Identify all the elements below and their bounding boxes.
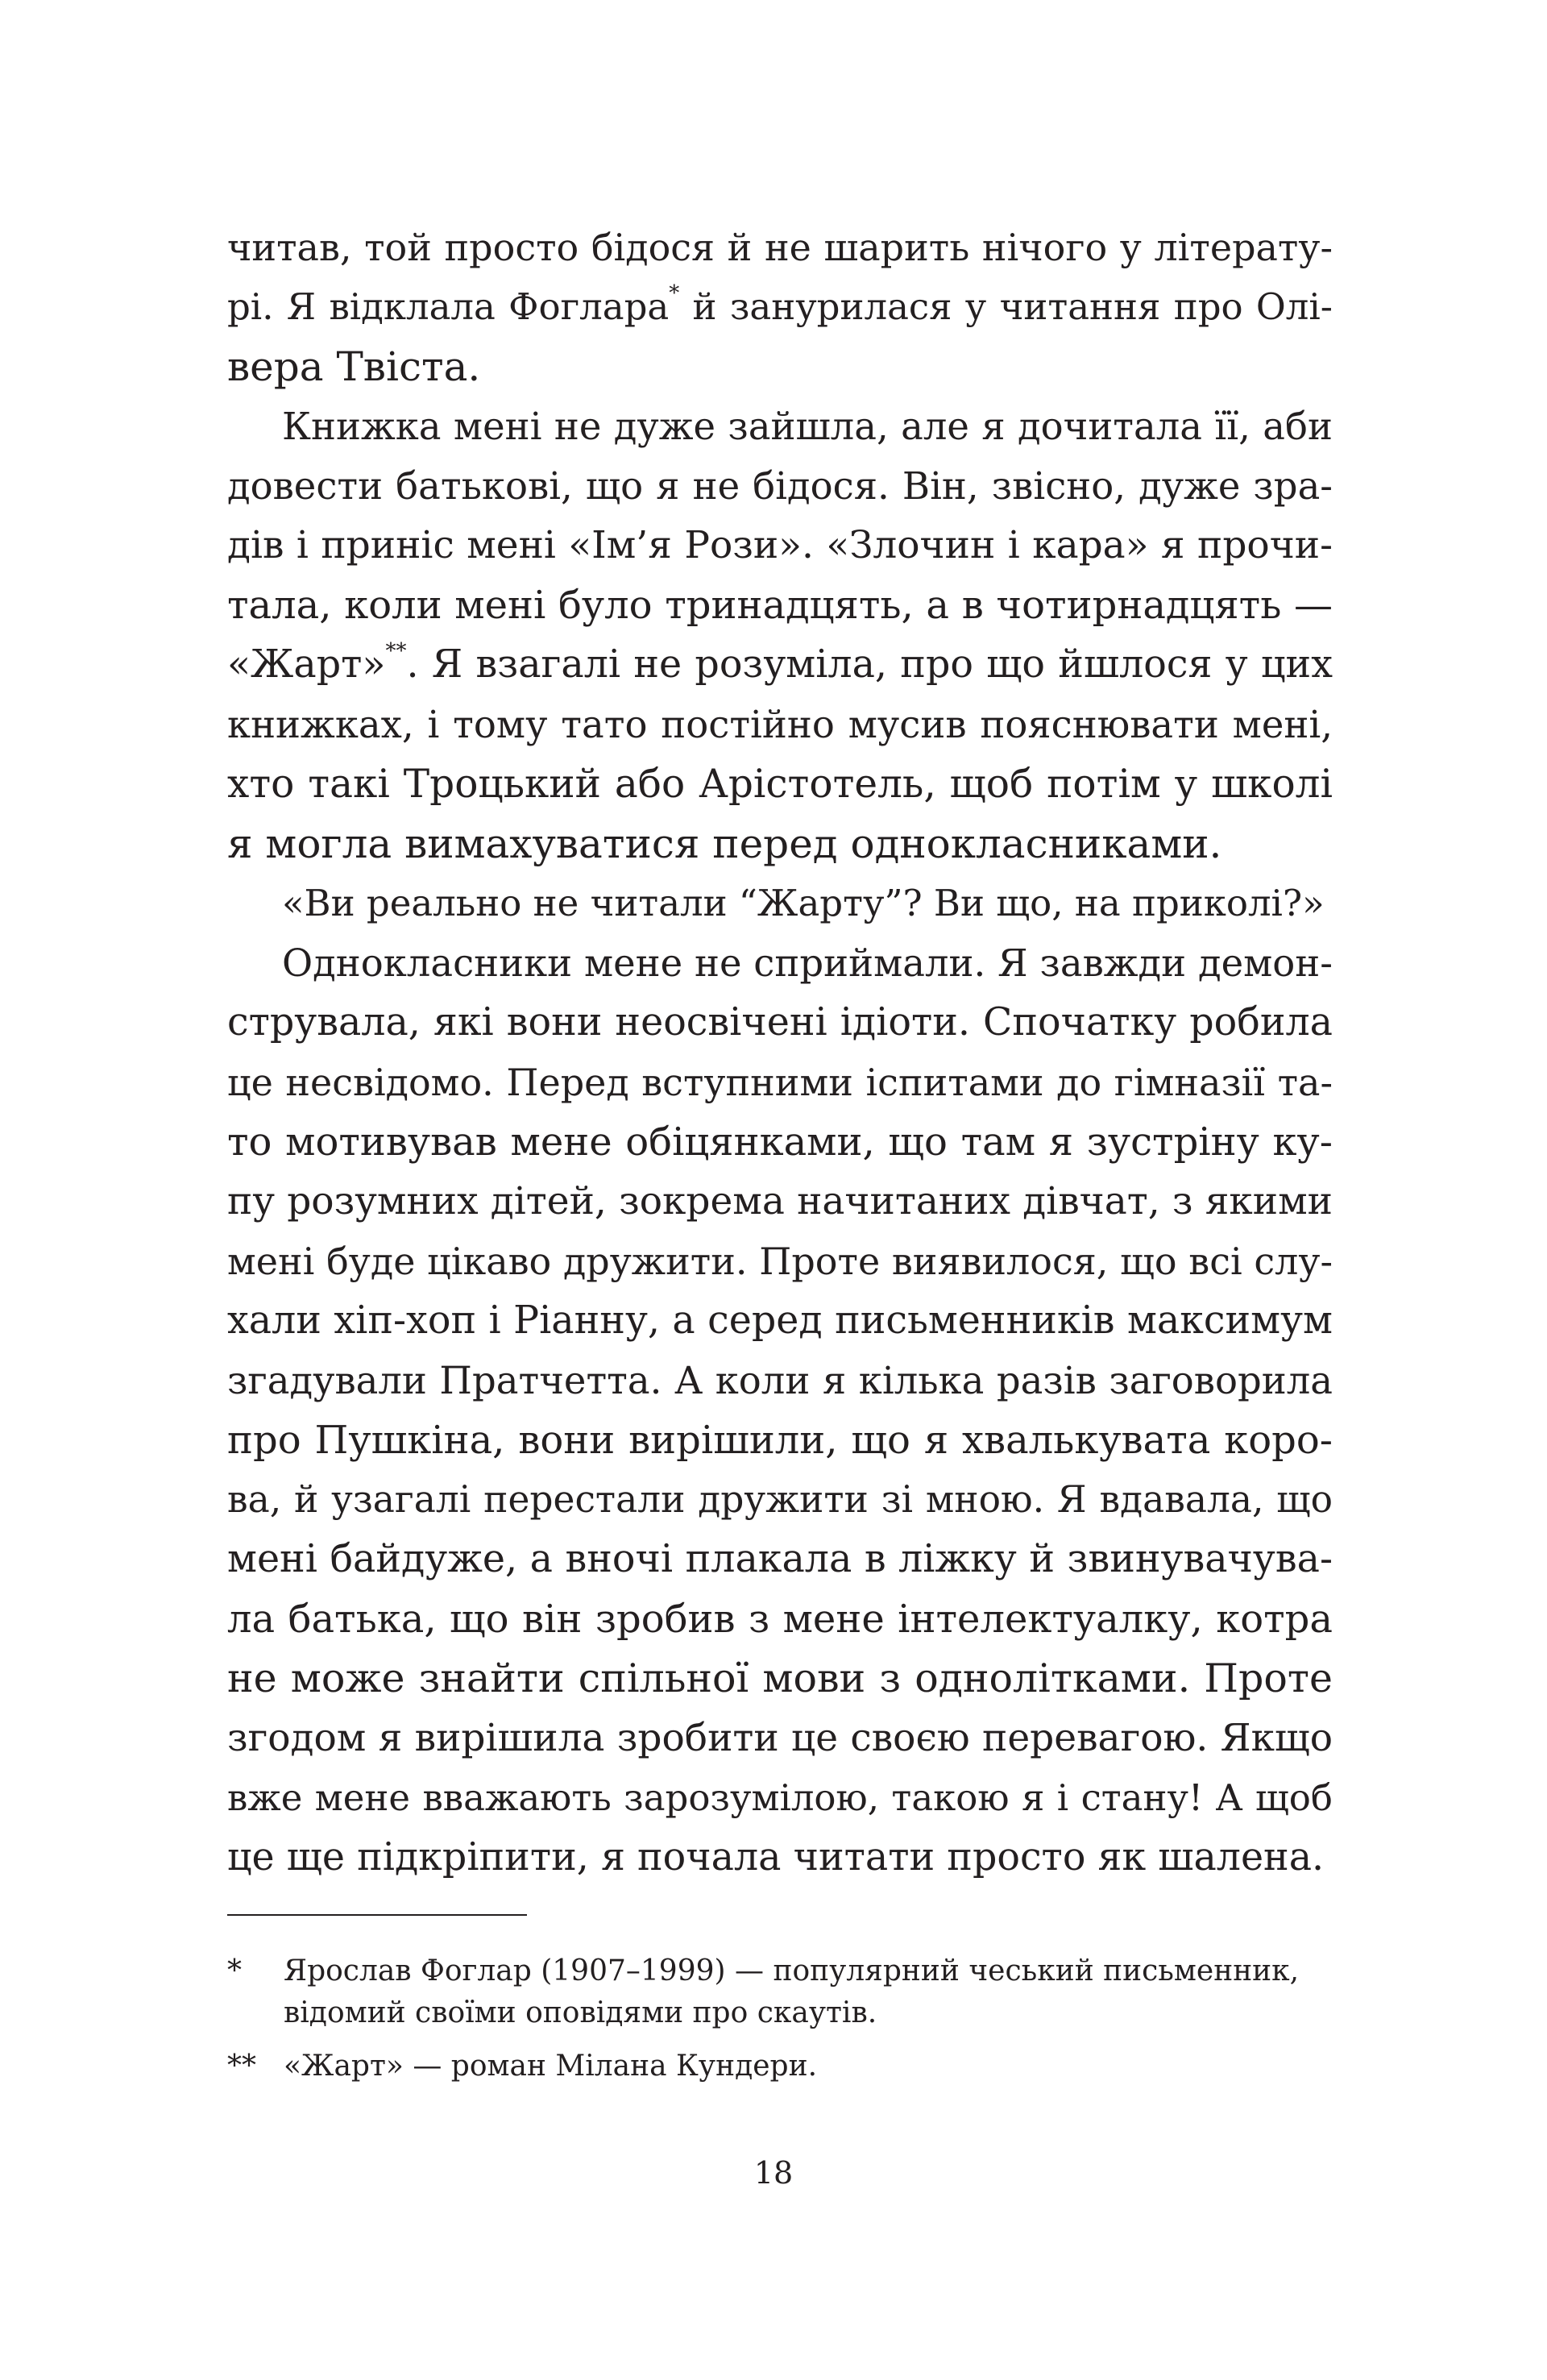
footnote-text [284,2046,1333,2087]
text-line: струвала, які вони неосвічені ідіоти. Спочатку робила [227,1000,1333,1045]
text-line: хали хіп-хоп і Ріанну, а серед письменників максимум [227,1298,1333,1343]
text-line: ва, й узагалі перестали дружити зі мною. Я вдавала, що [227,1478,1333,1521]
text-line: то мотивував мене обіцянками, що там я зустріну ку- [227,1119,1333,1165]
paragraph-start-line: Однокласники мене не сприймали. Я завжди демон- [282,941,1333,985]
footnote-marker: * [227,1954,242,1987]
text-line: тала, коли мені було тринадцять, а в чотирнадцять — [227,583,1333,628]
text-line: довести батькові, що я не бідося. Він, звісно, дуже зра- [227,464,1333,508]
footnote-divider [227,1914,527,1916]
text-fragment: й занурилася у читання про Олі- [679,285,1333,328]
dialogue-line: «Ви реально не читали “Жарту”? Ви що, на приколі?» [282,882,1325,924]
footnote-line: Ярослав Фоглар (1907–1999) — популярний чеський письменник, [284,1954,1300,1987]
text-line: мені байдуже, а вночі плакала в ліжку й звинувачува- [227,1537,1333,1581]
text-line: пу розумних дітей, зокрема начитаних дівчат, з якими [227,1179,1333,1223]
text-line: вже мене вважають зарозумілою, такою я і стану! А щоб [227,1776,1333,1819]
paragraph-end-line: це ще підкріпити, я почала читати просто як шалена. [227,1835,1325,1879]
text-line: хто такі Троцький або Арістотель, щоб потім у школі [227,762,1333,807]
text-line: не може знайти спільної мови з однолітками. Проте [227,1655,1333,1701]
text-line: книжках, і тому тато постійно мусив пояснювати мені, [227,703,1333,746]
text-line: дів і приніс мені «Ім’я Рози». «Злочин і кара» я прочи- [227,523,1333,567]
text-fragment: «Жарт» [227,642,386,687]
footnote-line: відомий своїми оповідями про скаутів. [284,1996,877,2029]
page-number: 18 [753,2155,794,2191]
paragraph-start-line: Книжка мені не дуже зайшла, але я дочитала її, аби [282,405,1333,448]
main-text [227,218,1333,1888]
footnote-reference-1: * [669,281,680,305]
paragraph-end-line: вера Твіста. [227,343,481,390]
text-line: згадували Пратчетта. А коли я кілька разів заговорила [227,1359,1333,1402]
text-line: про Пушкіна, вони вирішили, що я хвалькувата коро- [227,1418,1333,1463]
text-line: це несвідомо. Перед вступними іспитами до гімназії та- [227,1061,1333,1104]
text-fragment: рі. Я відклала Фоглара [227,285,670,328]
footnote-line: «Жарт» — роман Мілана Кундери. [284,2050,818,2083]
footnote-1 [227,1950,1333,2034]
footnote-reference-2: ** [385,639,407,663]
footnote-marker: ** [227,2050,256,2083]
text-line [227,277,1333,337]
text-line: читав, той просто бідося й не шарить нічого у літерату- [227,226,1333,269]
paragraph-end-line: я могла вимахуватися перед однокласниками. [227,820,1222,867]
text-line: ла батька, що він зробив з мене інтелектуалку, котра [227,1597,1333,1642]
text-line [227,635,1333,695]
text-line: згодом я вирішила зробити це своєю перевагою. Якщо [227,1716,1333,1760]
footnote-text [284,1950,1333,2034]
footnotes [227,1950,1333,2099]
text-fragment: . Я взагалі не розуміла, про що йшлося у цих [406,642,1333,687]
footnote-2 [227,2046,1333,2087]
text-line: мені буде цікаво дружити. Проте виявилося, що всі слу- [227,1240,1333,1283]
